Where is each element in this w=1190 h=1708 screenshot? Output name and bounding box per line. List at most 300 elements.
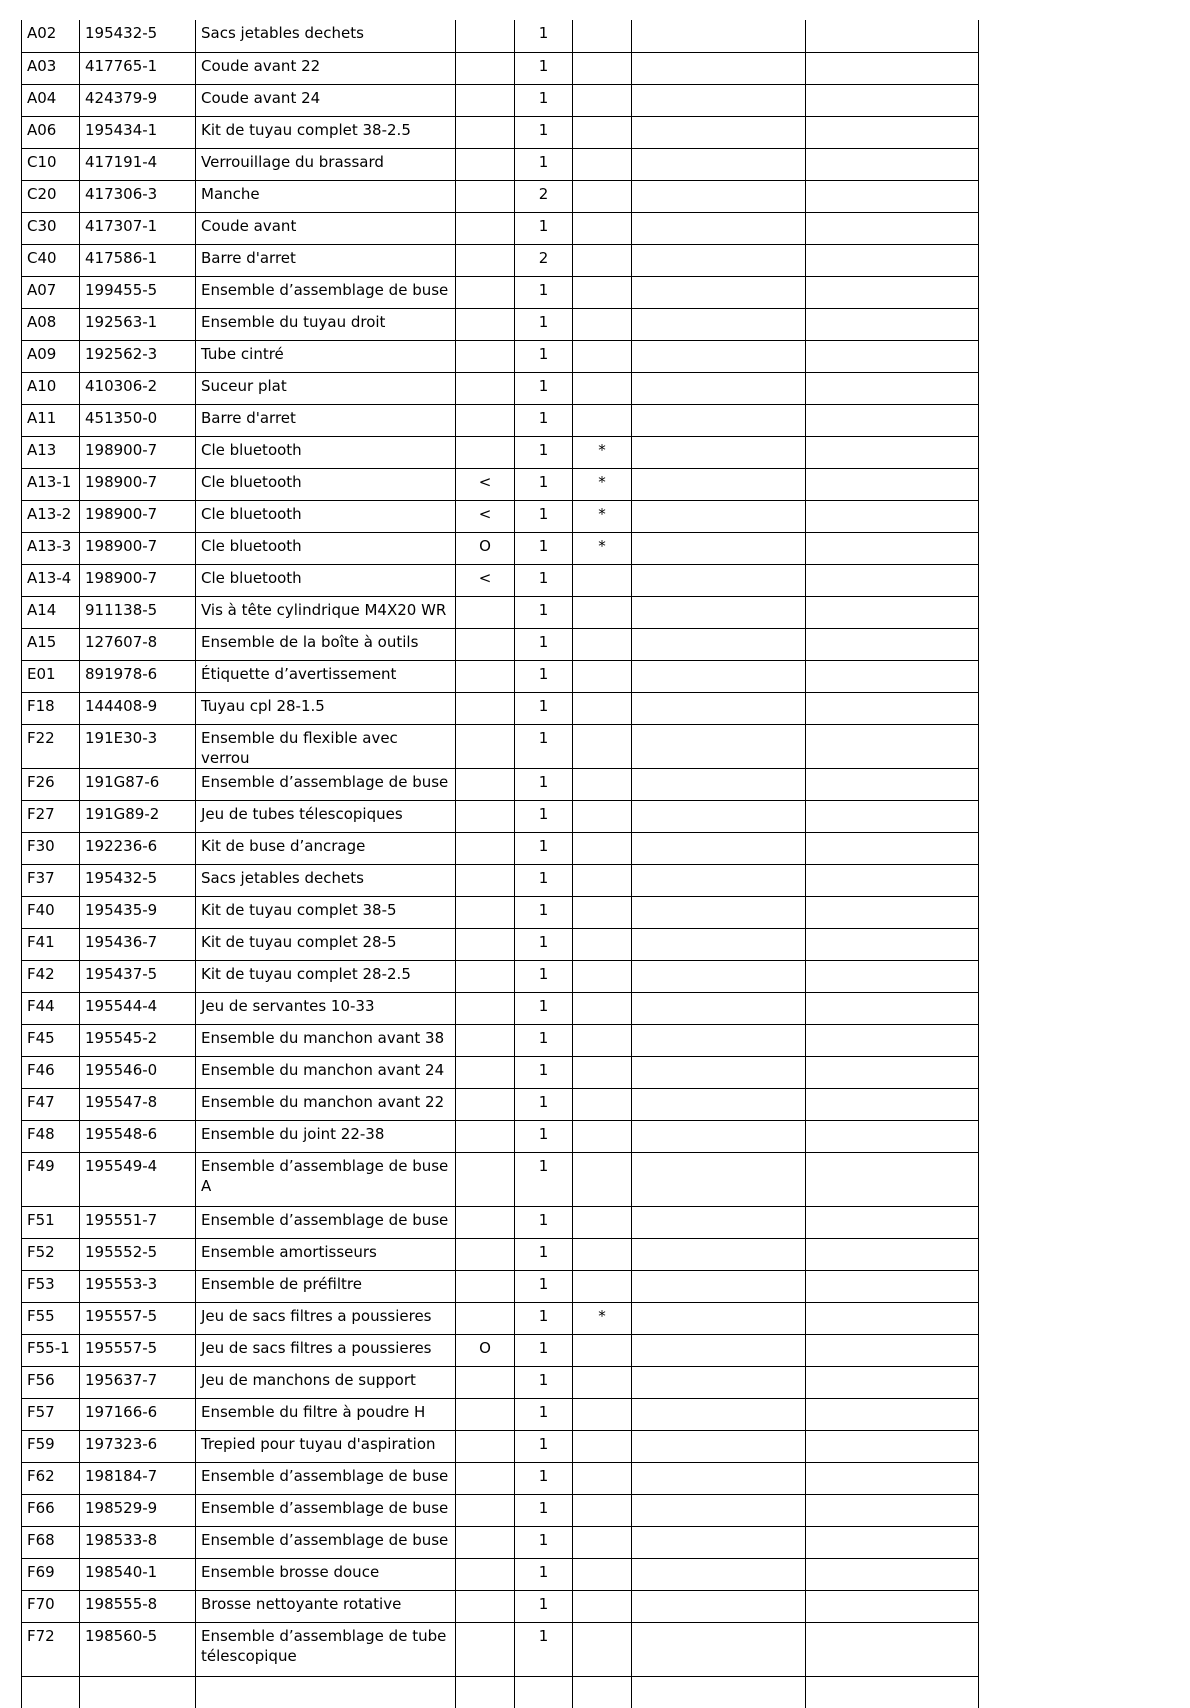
cell-quantity: 1	[515, 832, 573, 864]
cell-symbol	[456, 1526, 515, 1558]
cell-ref: F42	[22, 960, 80, 992]
table-row	[22, 928, 979, 960]
cell-empty	[806, 1120, 979, 1152]
cell-quantity: 1	[515, 1558, 573, 1590]
cell-quantity: 1	[515, 692, 573, 724]
cell-part-number: 191G87-6	[80, 768, 196, 800]
cell-symbol	[456, 52, 515, 84]
cell-quantity: 1	[515, 1152, 573, 1206]
cell-empty	[806, 628, 979, 660]
cell-note	[573, 1120, 632, 1152]
table-row-continued	[22, 1676, 979, 1708]
cell-ref: F66	[22, 1494, 80, 1526]
table-row	[22, 1238, 979, 1270]
cell-quantity: 1	[515, 1526, 573, 1558]
cell-description: Ensemble d’assemblage de buse	[196, 1206, 456, 1238]
cell-description: Jeu de sacs filtres a poussieres	[196, 1334, 456, 1366]
cell-description: Cle bluetooth	[196, 468, 456, 500]
cell-symbol	[456, 1024, 515, 1056]
cell-ref: F30	[22, 832, 80, 864]
table-row	[22, 244, 979, 276]
table-row	[22, 1558, 979, 1590]
cell-note	[573, 832, 632, 864]
cell-ref: A03	[22, 52, 80, 84]
cell-quantity	[515, 1676, 573, 1708]
cell-part-number: 144408-9	[80, 692, 196, 724]
cell-symbol	[456, 1494, 515, 1526]
table-row	[22, 372, 979, 404]
cell-ref: F18	[22, 692, 80, 724]
table-row	[22, 1024, 979, 1056]
cell-empty	[632, 244, 806, 276]
cell-empty	[806, 148, 979, 180]
cell-quantity: 2	[515, 180, 573, 212]
cell-description	[196, 1676, 456, 1708]
cell-quantity: 1	[515, 84, 573, 116]
cell-ref: F53	[22, 1270, 80, 1302]
cell-empty	[632, 468, 806, 500]
cell-ref: F48	[22, 1120, 80, 1152]
cell-symbol	[456, 960, 515, 992]
cell-empty	[632, 1430, 806, 1462]
cell-note	[573, 628, 632, 660]
cell-symbol	[456, 20, 515, 52]
cell-note	[573, 564, 632, 596]
cell-quantity: 1	[515, 1462, 573, 1494]
cell-empty	[806, 1622, 979, 1676]
cell-description: Kit de buse d’ancrage	[196, 832, 456, 864]
table-row	[22, 1152, 979, 1206]
table-row	[22, 1526, 979, 1558]
cell-symbol	[456, 244, 515, 276]
cell-ref: F44	[22, 992, 80, 1024]
cell-part-number: 195545-2	[80, 1024, 196, 1056]
cell-quantity: 1	[515, 1494, 573, 1526]
cell-note	[573, 1152, 632, 1206]
cell-part-number: 195432-5	[80, 864, 196, 896]
cell-empty	[806, 308, 979, 340]
cell-empty	[806, 1676, 979, 1708]
cell-symbol	[456, 436, 515, 468]
cell-quantity: 1	[515, 1622, 573, 1676]
cell-empty	[632, 1152, 806, 1206]
cell-ref: A13-1	[22, 468, 80, 500]
cell-note	[573, 692, 632, 724]
cell-empty	[632, 1494, 806, 1526]
cell-description: Kit de tuyau complet 38-5	[196, 896, 456, 928]
cell-part-number: 195436-7	[80, 928, 196, 960]
cell-quantity: 1	[515, 724, 573, 768]
cell-ref: A09	[22, 340, 80, 372]
table-row	[22, 116, 979, 148]
cell-quantity: 1	[515, 564, 573, 596]
cell-note	[573, 896, 632, 928]
cell-part-number: 417306-3	[80, 180, 196, 212]
cell-empty	[806, 1494, 979, 1526]
cell-symbol	[456, 148, 515, 180]
cell-description: Ensemble d’assemblage de buse A	[196, 1152, 456, 1206]
cell-symbol	[456, 276, 515, 308]
cell-description: Jeu de servantes 10-33	[196, 992, 456, 1024]
cell-ref: F51	[22, 1206, 80, 1238]
cell-description: Ensemble du manchon avant 24	[196, 1056, 456, 1088]
cell-ref: A15	[22, 628, 80, 660]
cell-ref: F47	[22, 1088, 80, 1120]
cell-part-number: 195557-5	[80, 1334, 196, 1366]
cell-ref: F52	[22, 1238, 80, 1270]
cell-empty	[806, 436, 979, 468]
cell-empty	[632, 276, 806, 308]
cell-part-number: 191G89-2	[80, 800, 196, 832]
table-row	[22, 404, 979, 436]
cell-part-number: 195435-9	[80, 896, 196, 928]
table-row	[22, 832, 979, 864]
cell-note	[573, 1366, 632, 1398]
cell-part-number: 891978-6	[80, 660, 196, 692]
cell-part-number: 195549-4	[80, 1152, 196, 1206]
cell-quantity: 1	[515, 1056, 573, 1088]
cell-empty	[632, 1334, 806, 1366]
cell-quantity: 1	[515, 1302, 573, 1334]
cell-quantity: 1	[515, 404, 573, 436]
cell-symbol	[456, 692, 515, 724]
cell-note	[573, 1238, 632, 1270]
cell-symbol	[456, 1120, 515, 1152]
cell-empty	[632, 340, 806, 372]
cell-description: Étiquette d’avertissement	[196, 660, 456, 692]
cell-empty	[806, 1238, 979, 1270]
cell-ref: F22	[22, 724, 80, 768]
cell-symbol	[456, 1206, 515, 1238]
cell-description: Tube cintré	[196, 340, 456, 372]
cell-symbol: O	[456, 532, 515, 564]
cell-description: Verrouillage du brassard	[196, 148, 456, 180]
cell-note	[573, 1622, 632, 1676]
cell-note	[573, 404, 632, 436]
cell-empty	[806, 800, 979, 832]
cell-description: Ensemble du joint 22-38	[196, 1120, 456, 1152]
cell-note	[573, 768, 632, 800]
cell-part-number: 198900-7	[80, 436, 196, 468]
cell-ref: C10	[22, 148, 80, 180]
table-row	[22, 212, 979, 244]
cell-description: Ensemble d’assemblage de buse	[196, 1526, 456, 1558]
cell-part-number: 195553-3	[80, 1270, 196, 1302]
cell-note	[573, 1558, 632, 1590]
cell-empty	[632, 960, 806, 992]
cell-symbol: O	[456, 1334, 515, 1366]
cell-empty	[806, 724, 979, 768]
cell-empty	[806, 116, 979, 148]
cell-ref: F57	[22, 1398, 80, 1430]
cell-ref: A10	[22, 372, 80, 404]
cell-part-number: 911138-5	[80, 596, 196, 628]
cell-ref: F55-1	[22, 1334, 80, 1366]
cell-symbol	[456, 1676, 515, 1708]
cell-empty	[806, 244, 979, 276]
cell-part-number: 195552-5	[80, 1238, 196, 1270]
cell-description: Cle bluetooth	[196, 532, 456, 564]
cell-empty	[632, 532, 806, 564]
cell-quantity: 1	[515, 308, 573, 340]
cell-quantity: 1	[515, 500, 573, 532]
cell-ref: F72	[22, 1622, 80, 1676]
cell-note	[573, 308, 632, 340]
cell-quantity: 1	[515, 928, 573, 960]
table-row	[22, 532, 979, 564]
cell-empty	[632, 1120, 806, 1152]
table-row	[22, 660, 979, 692]
cell-ref: F59	[22, 1430, 80, 1462]
cell-symbol	[456, 340, 515, 372]
cell-empty	[632, 1676, 806, 1708]
cell-part-number: 199455-5	[80, 276, 196, 308]
cell-quantity: 1	[515, 1270, 573, 1302]
cell-empty	[632, 1206, 806, 1238]
cell-ref: A02	[22, 20, 80, 52]
cell-description: Manche	[196, 180, 456, 212]
cell-ref: A04	[22, 84, 80, 116]
table-row	[22, 1366, 979, 1398]
cell-ref: A08	[22, 308, 80, 340]
cell-symbol	[456, 84, 515, 116]
cell-empty	[632, 896, 806, 928]
cell-ref: F46	[22, 1056, 80, 1088]
cell-description: Ensemble du filtre à poudre H	[196, 1398, 456, 1430]
cell-empty	[806, 84, 979, 116]
cell-part-number: 192236-6	[80, 832, 196, 864]
cell-empty	[806, 660, 979, 692]
cell-part-number: 195557-5	[80, 1302, 196, 1334]
table-row	[22, 1088, 979, 1120]
cell-symbol	[456, 832, 515, 864]
cell-empty	[806, 896, 979, 928]
cell-quantity: 1	[515, 1366, 573, 1398]
cell-description: Coude avant 24	[196, 84, 456, 116]
table-row	[22, 1206, 979, 1238]
cell-quantity: 1	[515, 768, 573, 800]
cell-empty	[632, 52, 806, 84]
table-row	[22, 1462, 979, 1494]
table-row	[22, 992, 979, 1024]
cell-description: Ensemble d’assemblage de tube télescopique	[196, 1622, 456, 1676]
cell-quantity: 1	[515, 1120, 573, 1152]
cell-empty	[806, 1430, 979, 1462]
cell-ref: C30	[22, 212, 80, 244]
cell-symbol	[456, 116, 515, 148]
cell-empty	[806, 372, 979, 404]
cell-part-number: 198900-7	[80, 468, 196, 500]
cell-quantity: 1	[515, 1088, 573, 1120]
table-row	[22, 1398, 979, 1430]
table-row	[22, 596, 979, 628]
cell-part-number: 195547-8	[80, 1088, 196, 1120]
cell-empty	[806, 212, 979, 244]
cell-note	[573, 864, 632, 896]
cell-ref: A07	[22, 276, 80, 308]
cell-empty	[806, 52, 979, 84]
cell-empty	[632, 692, 806, 724]
cell-ref: A11	[22, 404, 80, 436]
cell-symbol	[456, 1366, 515, 1398]
cell-quantity: 1	[515, 1024, 573, 1056]
cell-symbol	[456, 928, 515, 960]
table-row	[22, 52, 979, 84]
parts-table	[21, 20, 979, 1708]
table-row	[22, 1056, 979, 1088]
cell-empty	[806, 692, 979, 724]
cell-note	[573, 960, 632, 992]
cell-empty	[632, 500, 806, 532]
cell-symbol	[456, 864, 515, 896]
cell-empty	[632, 800, 806, 832]
cell-symbol	[456, 1238, 515, 1270]
table-row	[22, 84, 979, 116]
cell-part-number: 195551-7	[80, 1206, 196, 1238]
cell-symbol	[456, 1590, 515, 1622]
cell-empty	[806, 596, 979, 628]
cell-description: Cle bluetooth	[196, 500, 456, 532]
cell-description: Jeu de tubes télescopiques	[196, 800, 456, 832]
cell-empty	[632, 1302, 806, 1334]
cell-empty	[806, 1270, 979, 1302]
cell-empty	[632, 372, 806, 404]
cell-note	[573, 276, 632, 308]
table-row	[22, 1270, 979, 1302]
cell-description: Vis à tête cylindrique M4X20 WR	[196, 596, 456, 628]
cell-description: Ensemble du flexible avec verrou	[196, 724, 456, 768]
cell-empty	[632, 148, 806, 180]
cell-ref: F68	[22, 1526, 80, 1558]
cell-quantity: 1	[515, 212, 573, 244]
cell-empty	[806, 1462, 979, 1494]
cell-description: Ensemble d’assemblage de buse	[196, 768, 456, 800]
cell-description: Ensemble du manchon avant 22	[196, 1088, 456, 1120]
cell-quantity: 1	[515, 628, 573, 660]
cell-empty	[806, 768, 979, 800]
cell-quantity: 1	[515, 20, 573, 52]
cell-part-number: 198184-7	[80, 1462, 196, 1494]
cell-empty	[806, 1558, 979, 1590]
cell-note	[573, 596, 632, 628]
cell-symbol	[456, 308, 515, 340]
cell-ref: A13-3	[22, 532, 80, 564]
cell-empty	[632, 308, 806, 340]
cell-symbol	[456, 896, 515, 928]
cell-symbol	[456, 1270, 515, 1302]
cell-empty	[632, 660, 806, 692]
cell-part-number: 127607-8	[80, 628, 196, 660]
cell-note: *	[573, 436, 632, 468]
cell-part-number: 195434-1	[80, 116, 196, 148]
table-row	[22, 800, 979, 832]
cell-empty	[806, 1206, 979, 1238]
table-row	[22, 692, 979, 724]
cell-ref: F27	[22, 800, 80, 832]
cell-empty	[632, 928, 806, 960]
cell-symbol	[456, 768, 515, 800]
table-row	[22, 308, 979, 340]
cell-symbol: <	[456, 500, 515, 532]
cell-quantity: 2	[515, 244, 573, 276]
cell-empty	[806, 1302, 979, 1334]
cell-symbol	[456, 1622, 515, 1676]
table-row	[22, 1302, 979, 1334]
table-row	[22, 180, 979, 212]
cell-empty	[632, 564, 806, 596]
cell-empty	[806, 864, 979, 896]
cell-part-number: 197166-6	[80, 1398, 196, 1430]
cell-part-number: 195544-4	[80, 992, 196, 1024]
cell-note	[573, 1676, 632, 1708]
cell-ref: F56	[22, 1366, 80, 1398]
cell-symbol	[456, 1302, 515, 1334]
cell-note	[573, 660, 632, 692]
cell-empty	[632, 20, 806, 52]
cell-ref: F26	[22, 768, 80, 800]
cell-quantity: 1	[515, 372, 573, 404]
cell-note	[573, 52, 632, 84]
table-row	[22, 768, 979, 800]
cell-quantity: 1	[515, 896, 573, 928]
cell-part-number: 198900-7	[80, 564, 196, 596]
cell-description: Coude avant	[196, 212, 456, 244]
table-row	[22, 628, 979, 660]
table-row	[22, 276, 979, 308]
cell-part-number: 198900-7	[80, 532, 196, 564]
cell-empty	[632, 596, 806, 628]
table-row	[22, 500, 979, 532]
cell-description: Sacs jetables dechets	[196, 20, 456, 52]
table-row	[22, 1622, 979, 1676]
table-row	[22, 564, 979, 596]
cell-note	[573, 1206, 632, 1238]
parts-table-body	[22, 20, 979, 1708]
cell-quantity: 1	[515, 1206, 573, 1238]
cell-empty	[806, 960, 979, 992]
cell-symbol	[456, 596, 515, 628]
cell-note	[573, 180, 632, 212]
cell-empty	[632, 992, 806, 1024]
cell-part-number: 192563-1	[80, 308, 196, 340]
cell-ref: F62	[22, 1462, 80, 1494]
cell-note	[573, 372, 632, 404]
cell-quantity: 1	[515, 1238, 573, 1270]
cell-description: Ensemble de préfiltre	[196, 1270, 456, 1302]
cell-note	[573, 340, 632, 372]
cell-note	[573, 1088, 632, 1120]
table-row	[22, 1430, 979, 1462]
cell-note	[573, 1024, 632, 1056]
cell-empty	[806, 532, 979, 564]
table-row	[22, 1120, 979, 1152]
cell-description: Jeu de manchons de support	[196, 1366, 456, 1398]
cell-empty	[632, 1462, 806, 1494]
cell-quantity: 1	[515, 1430, 573, 1462]
cell-symbol	[456, 404, 515, 436]
cell-quantity: 1	[515, 52, 573, 84]
cell-note	[573, 1494, 632, 1526]
cell-quantity: 1	[515, 800, 573, 832]
cell-empty	[806, 1334, 979, 1366]
cell-empty	[806, 1056, 979, 1088]
table-row	[22, 724, 979, 768]
cell-empty	[806, 20, 979, 52]
cell-ref: E01	[22, 660, 80, 692]
table-row	[22, 896, 979, 928]
cell-quantity: 1	[515, 1398, 573, 1430]
cell-symbol	[456, 800, 515, 832]
